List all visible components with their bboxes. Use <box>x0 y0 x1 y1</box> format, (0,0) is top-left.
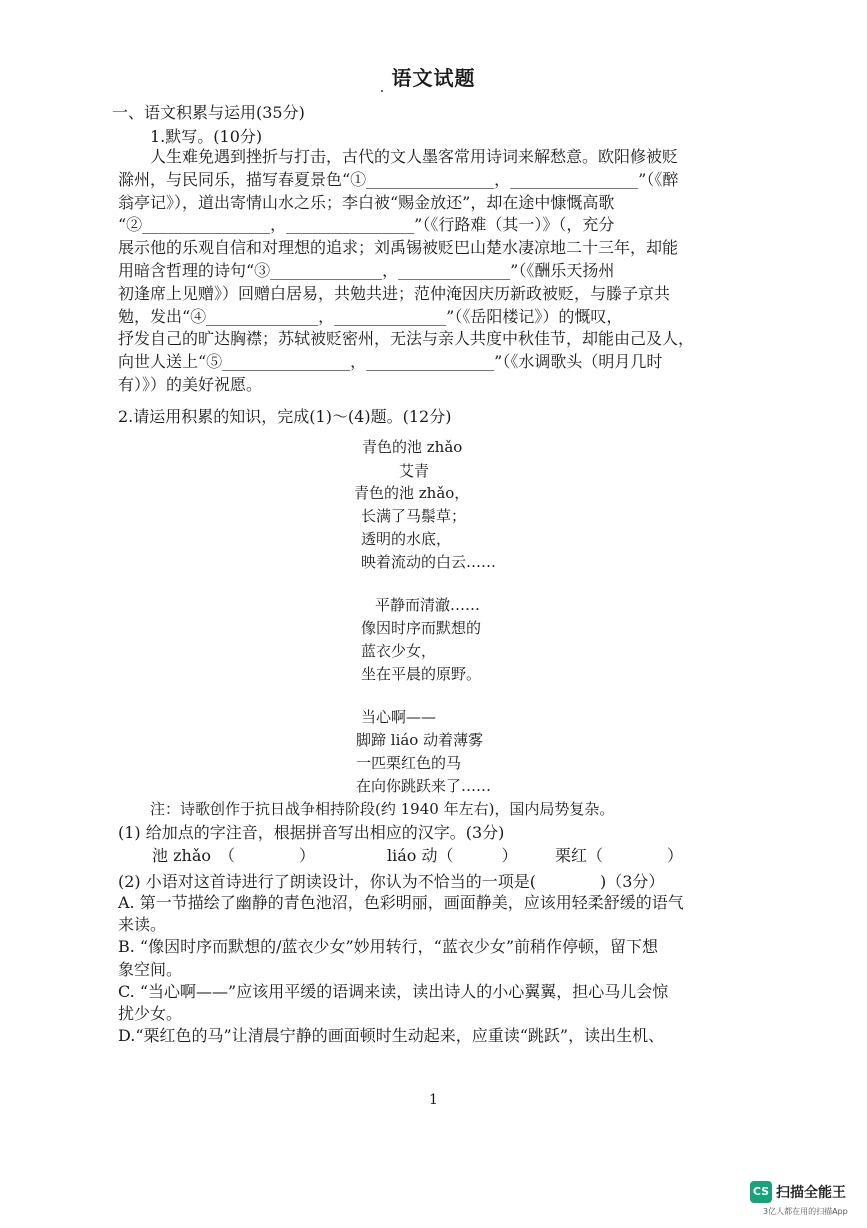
sub1-question: (1) 给加点的字注音，根据拼音写出相应的汉字。(3分) <box>118 823 505 842</box>
q1-line: 人生难免遇到挫折与打击，古代的文人墨客常用诗词来解愁意。欧阳修被贬 <box>118 147 679 166</box>
section-heading: 一、语文积累与运用(35分) <box>112 103 305 122</box>
sub1-item-3: 栗红（ ） <box>555 846 684 865</box>
poem-line: 映着流动的白云…… <box>361 553 497 571</box>
option-a-cont: 来读。 <box>118 915 167 935</box>
q1-line: 向世人送上“⑤________________，________________”（《水调歌头（明月几时 <box>118 352 663 372</box>
poem-note: 注：诗歌创作于抗日战争相持阶段(约 1940 年左右)，国内局势复杂。 <box>150 800 615 818</box>
q1-line: 初逢席上见赠》）回赠白居易，共勉共进；范仲淹因庆历新政被贬，与滕子京共 <box>118 283 671 303</box>
page-title: 语文试题 <box>391 66 476 90</box>
poem-line: 青色的池 zhǎo， <box>354 484 470 502</box>
poem-line: 脚蹄 liáo 动着薄雾 <box>356 731 484 749</box>
option-a: A. 第一节描绘了幽静的青色池沼，色彩明丽，画面静美，应该用轻柔舒缓的语气 <box>118 893 684 912</box>
q2-heading: 2.请运用积累的知识，完成(1)～(4)题。(12分) <box>118 407 452 426</box>
poem-line: 蓝衣少女， <box>361 642 437 660</box>
poem-line: 当心啊—— <box>361 708 437 726</box>
q1-line: 翁亭记》），道出寄情山水之乐；李白被“赐金放还”，却在途中慷慨高歌 <box>118 192 615 212</box>
q1-line: 滁州，与民同乐，描写春夏景色“①________________，________________”（《醉 <box>118 169 679 189</box>
option-c-cont: 扰少女。 <box>118 1004 183 1024</box>
poem-line: 长满了马鬃草； <box>361 507 467 525</box>
q1-heading: 1.默写。(10分) <box>150 127 263 146</box>
option-b-cont: 象空间。 <box>118 959 183 979</box>
q1-paragraph <box>118 146 694 397</box>
poem-line: 像因时序而默想的 <box>361 619 482 637</box>
poem-line: 一匹栗红色的马 <box>356 754 462 772</box>
scanner-slogan: 3亿人都在用的扫描App <box>763 1207 848 1216</box>
poem-stanza-2 <box>361 594 481 686</box>
scanner-app-name: 扫描全能王 <box>776 1185 846 1201</box>
poem-author: 艾青 <box>399 462 430 480</box>
q1-line: 勉，发出“④______________，______________”（《岳阳楼记》）的慨叹， <box>118 306 623 326</box>
poem-stanza-3 <box>356 706 491 798</box>
poem-line: 坐在平晨的原野。 <box>361 665 482 683</box>
sub2-options <box>118 892 684 1047</box>
option-d: D.“栗红色的马”让清晨宁静的画面顿时生动起来，应重读“跳跃”，读出生机、 <box>118 1026 665 1046</box>
q1-line: 抒发自己的旷达胸襟；苏轼被贬密州，无法与亲人共度中秋佳节，却能由己及人， <box>118 329 695 349</box>
scanner-logo-icon: CS <box>750 1181 772 1203</box>
dot-mark <box>381 90 383 92</box>
q1-line: 展示他的乐观自信和对理想的追求；刘禹锡被贬巴山楚水凄凉地二十三年，却能 <box>118 238 679 258</box>
poem-line: 透明的水底， <box>361 530 452 548</box>
q1-line: 有）》）的美好祝愿。 <box>118 374 263 394</box>
poem-line: 平静而清澈…… <box>375 596 481 614</box>
poem-title: 青色的池 zhǎo <box>362 438 463 456</box>
sub2-question: (2) 小语对这首诗进行了朗读设计，你认为不恰当的一项是( )（3分） <box>118 872 665 891</box>
page-number: 1 <box>429 1092 438 1108</box>
q1-line: “②________________，________________”（《行路难（其一）》（，充分 <box>118 215 615 235</box>
option-b: B. “像因时序而默想的/蓝衣少女”妙用转行，“蓝衣少女”前稍作停顿，留下想 <box>118 937 659 957</box>
poem-stanza-1 <box>354 482 496 574</box>
option-c: C. “当心啊——”应该用平缓的语调来读，读出诗人的小心翼翼，担心马儿会惊 <box>118 981 669 1001</box>
sub1-item-2: liáo 动（ ） <box>387 846 518 865</box>
poem-line: 在向你跳跃来了…… <box>356 777 492 795</box>
sub1-item-1: 池 zhǎo （ ） <box>152 846 315 865</box>
q1-line: 用暗含哲理的诗句“③______________，______________”（《酬乐天扬州 <box>118 260 615 280</box>
